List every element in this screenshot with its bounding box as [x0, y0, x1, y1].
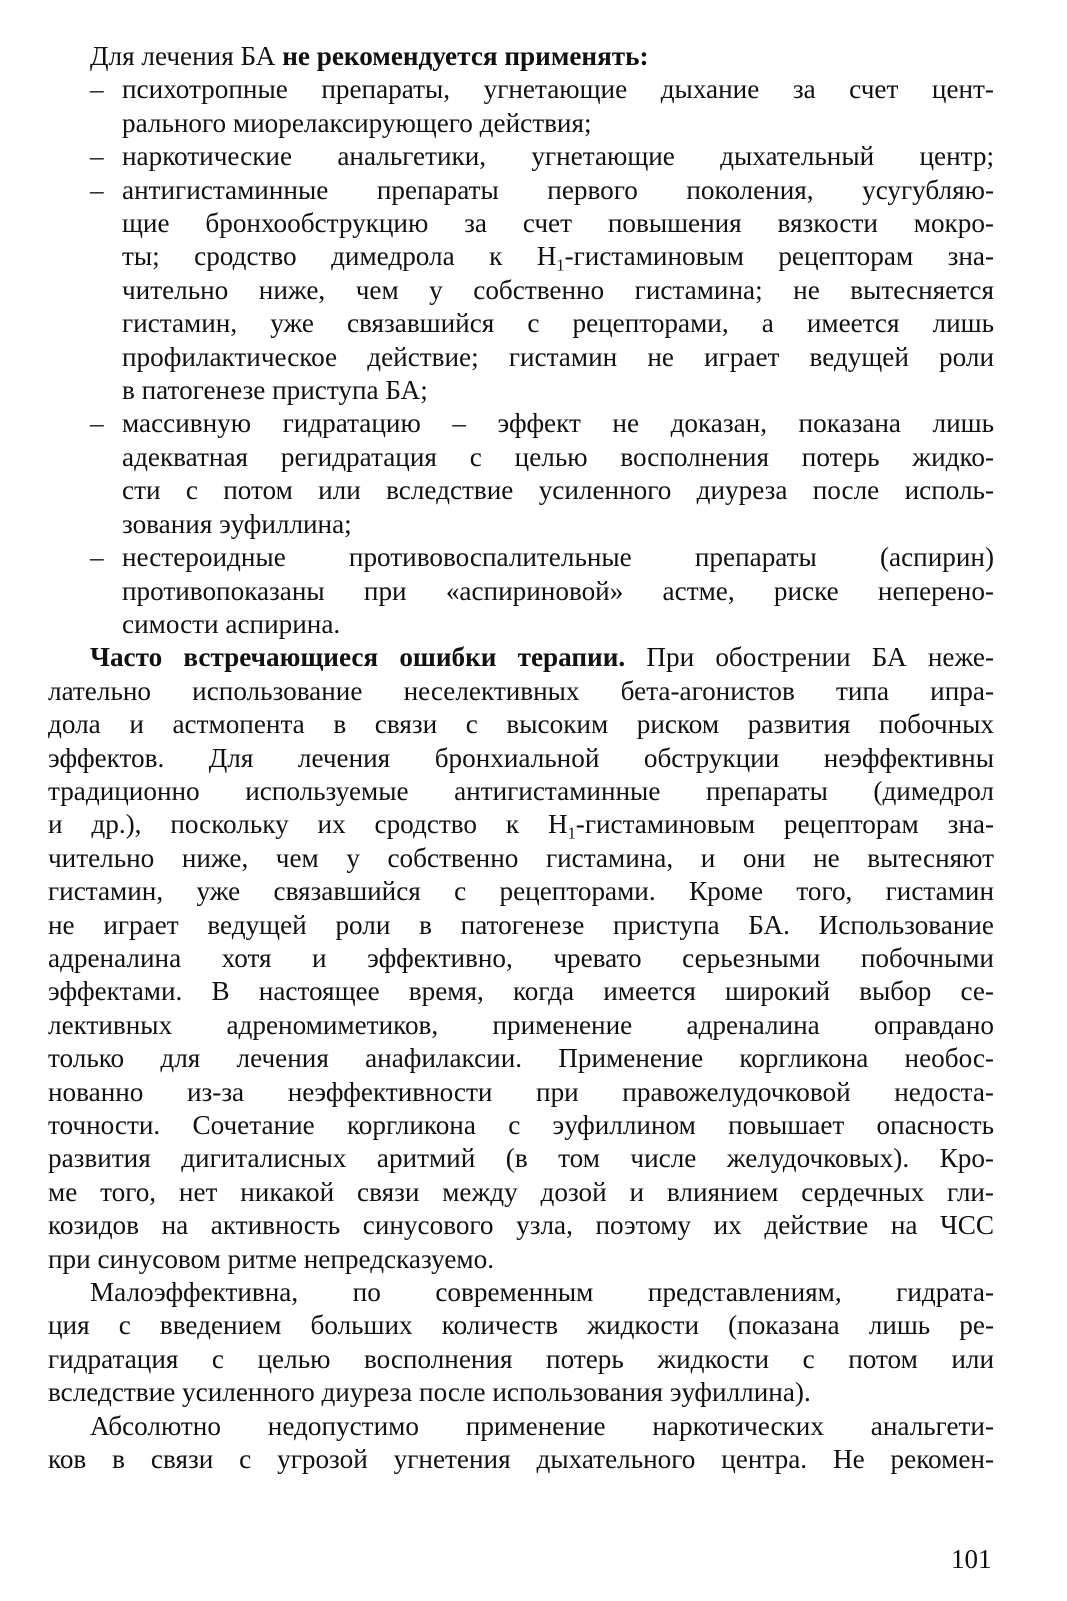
text-line: и др.), поскольку их сродство к $H_1$-гистаминовым рецепторам зна-	[48, 809, 994, 844]
bullet-text	[122, 541, 994, 641]
text-line: ков в связи с угрозой угнетения дыхательного центра. Не рекомен-	[48, 1444, 994, 1475]
bullet-text	[122, 140, 994, 173]
text-line	[48, 641, 994, 674]
text-line: ты; сродство димедрола к $H_1$-гистаминовым рецепторам зна-	[122, 241, 994, 276]
text-line: лективных адреномиметиков, применение адреналина оправдано	[48, 1009, 994, 1040]
text-line: антигистаминные препараты первого поколения, усугубляю-	[122, 174, 994, 205]
text-line: эффектами. В настоящее время, когда имеется широкий выбор се-	[48, 976, 994, 1007]
bullet-item	[48, 541, 994, 641]
text-line: профилактическое действие; гистамин не играет ведущей роли	[122, 341, 994, 372]
text-line: Малоэффективна, по современным представлениям, гидрата-	[90, 1277, 994, 1308]
document-page	[48, 40, 994, 1476]
bullet-dash: –	[90, 408, 104, 439]
paragraph-heading: Часто встречающиеся ошибки терапии.	[90, 642, 626, 673]
bullet-dash: –	[90, 174, 104, 205]
text-line: рального миорелаксирующего действия;	[122, 107, 592, 138]
text-line: массивную гидратацию – эффект не доказан, показана лишь	[122, 408, 994, 439]
text-line: точности. Сочетание коргликона с эуфиллином повышает опасность	[48, 1110, 994, 1140]
text-line: ме того, нет никакой связи между дозой и влиянием сердечных гли-	[48, 1176, 994, 1207]
text-line: в патогенезе приступа БА;	[122, 375, 428, 406]
text-line: ция с введением больших количеств жидкости (показана лишь ре-	[48, 1310, 994, 1341]
text-line: Абсолютно недопустимо применение наркотических анальгети-	[90, 1410, 994, 1441]
bullet-item	[48, 140, 994, 173]
bullet-dash: –	[90, 141, 104, 172]
errors-paragraph	[48, 641, 994, 1276]
bullet-text	[122, 407, 994, 541]
text-line: адекватная регидратация с целью восполнения потерь жидко-	[122, 441, 994, 472]
bullet-text	[122, 174, 994, 408]
hydration-paragraph	[48, 1276, 994, 1410]
text-line: только для лечения анафилаксии. Применение коргликона необос-	[48, 1043, 994, 1074]
bullet-item	[48, 407, 994, 541]
text-line: чительно ниже, чем у собственно гистамина, и они не вытесняют	[48, 842, 994, 873]
narcotics-paragraph	[48, 1410, 994, 1477]
text-line: нестероидные противовоспалительные препараты (аспирин)	[122, 542, 994, 573]
text-line: симости аспирина.	[122, 608, 341, 639]
bullet-text	[122, 73, 994, 140]
text-line: противопоказаны при «аспириновой» астме, риске неперено-	[122, 575, 994, 606]
text-fragment: При обострении БА неже-	[625, 642, 994, 673]
text-line: гидратация с целью восполнения потерь жидкости с потом или	[48, 1343, 994, 1374]
text-line: чительно ниже, чем у собственно гистамина; не вытесняется	[122, 274, 994, 305]
bullet-item	[48, 73, 994, 140]
text-line: козидов на активность синусового узла, поэтому их действие на ЧСС	[48, 1210, 994, 1241]
text-line: наркотические анальгетики, угнетающие дыхательный центр;	[122, 141, 994, 172]
bullet-item	[48, 174, 994, 408]
text-line: лательно использование неселективных бета-агонистов типа ипра-	[48, 675, 994, 706]
text-line: традиционно используемые антигистаминные препараты (димедрол	[48, 775, 994, 806]
bullet-dash: –	[90, 74, 104, 105]
text-line: нованно из-за неэффективности при правожелудочковой недоста-	[48, 1076, 994, 1107]
text-line: дола и астмопента в связи с высоким риском развития побочных	[48, 709, 994, 740]
intro-bold: не рекомендуется применять:	[282, 41, 649, 71]
text-line: гистамин, уже связавшийся с рецепторами. Кроме того, гистамин	[48, 876, 994, 907]
text-line: вследствие усиленного диуреза после использования эуфиллина).	[48, 1377, 811, 1408]
intro-line	[48, 40, 994, 73]
text-line: щие бронхообструкцию за счет повышения вязкости мокро-	[122, 208, 994, 239]
text-line: развития дигиталисных аритмий (в том числе желудочковых). Кро-	[48, 1143, 994, 1174]
text-line: зования эуфиллина;	[122, 508, 352, 539]
text-line: при синусовом ритме непредсказуемо.	[48, 1243, 495, 1274]
bullet-dash: –	[90, 542, 104, 573]
text-line: не играет ведущей роли в патогенезе приступа БА. Использование	[48, 909, 994, 940]
text-line: адреналина хотя и эффективно, чревато серьезными побочными	[48, 942, 994, 973]
intro-lead: Для лечения БА	[90, 41, 276, 71]
text-line: сти с потом или вследствие усиленного диуреза после исполь-	[122, 475, 994, 506]
text-line: психотропные препараты, угнетающие дыхание за счет цент-	[122, 74, 994, 105]
text-line: гистамин, уже связавшийся с рецепторами, а имеется лишь	[122, 308, 994, 339]
page-number: 101	[951, 1544, 992, 1574]
text-line: эффектов. Для лечения бронхиальной обструкции неэффективны	[48, 742, 994, 773]
